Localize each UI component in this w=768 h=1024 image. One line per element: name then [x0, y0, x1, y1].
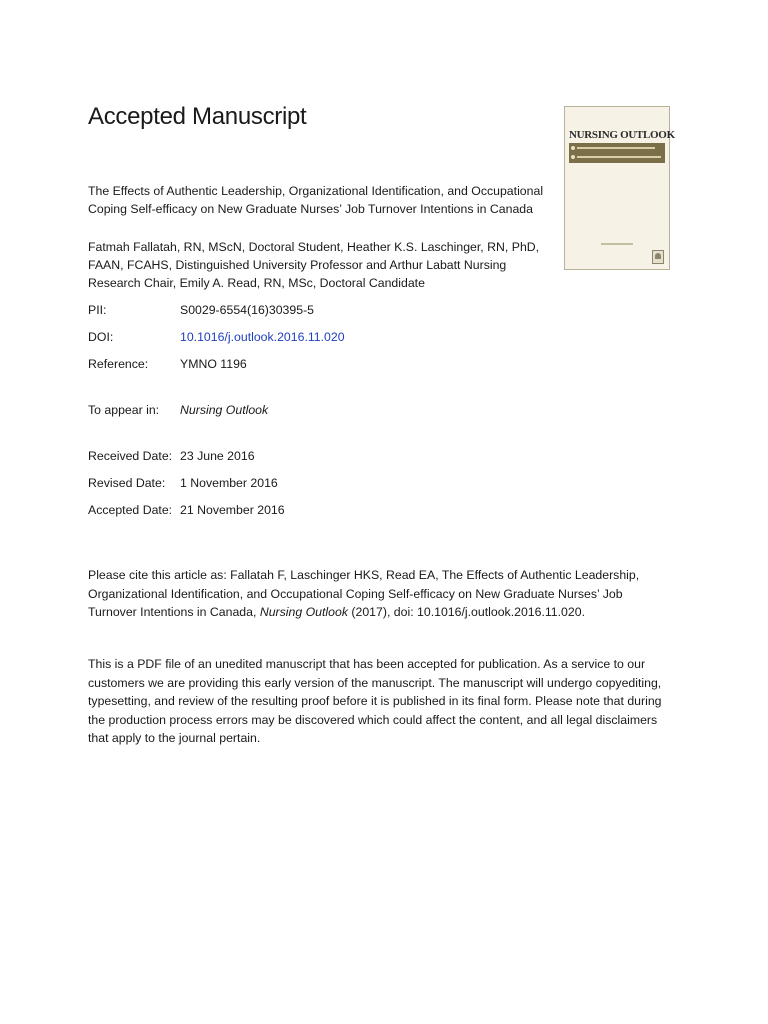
citation-journal: Nursing Outlook	[259, 605, 348, 619]
article-title: The Effects of Authentic Leadership, Organizational Identification, and Occupational Coping Self-efficacy on New Graduate Nurses’ Job Turnover Intentions in Canada	[88, 184, 544, 216]
pii-value: S0029-6554(16)30395-5	[180, 303, 315, 317]
cover-band-line	[577, 147, 655, 149]
meta-doi	[88, 329, 345, 345]
cover-band-line	[577, 156, 661, 158]
cover-url-line	[601, 243, 633, 245]
journal-cover-thumbnail	[564, 106, 675, 270]
page-heading: Accepted Manuscript	[88, 103, 307, 130]
meta-received	[88, 448, 255, 464]
accepted-date: 21 November 2016	[180, 503, 285, 517]
elsevier-logo-icon	[652, 250, 664, 264]
meta-appear	[88, 402, 269, 418]
received-date: 23 June 2016	[180, 449, 255, 463]
meta-label: Received Date:	[88, 449, 173, 463]
cover-dot	[571, 155, 575, 159]
meta-label: PII:	[88, 303, 107, 317]
doi-link[interactable]: 10.1016/j.outlook.2016.11.020	[180, 330, 345, 344]
cover-dot	[571, 146, 575, 150]
citation-suffix: (2017), doi: 10.1016/j.outlook.2016.11.020.	[347, 605, 585, 619]
meta-label: Accepted Date:	[88, 503, 173, 517]
reference-value: YMNO 1196	[180, 357, 247, 371]
revised-date: 1 November 2016	[180, 476, 278, 490]
citation-text	[88, 566, 668, 622]
disclaimer-text: This is a PDF file of an unedited manuscript that has been accepted for publication. As a service to our customers we are providing this early version of the manuscript. The manuscript will undergo copyediting, typesetting, and review of the resulting proof before it is published in its final form. Please note that during the production process errors may be discovered which could affect the content, and all legal disclaimers that apply to the journal pertain.	[88, 657, 662, 745]
citation-prefix: Please cite this article as: Fallatah F, Laschinger HKS, Read EA, The Effects of Authentic Leadership, Organizational Identification, and Occupational Coping Self-efficacy on New Graduate Nurses’ Job Turnover Intentions in Canada,	[88, 568, 640, 619]
meta-label: To appear in:	[88, 403, 160, 417]
cover-band	[569, 143, 665, 163]
meta-reference	[88, 356, 247, 372]
cover-journal-name: NURSING OUTLOOK	[569, 129, 675, 141]
meta-pii	[88, 302, 315, 318]
meta-label: DOI:	[88, 330, 114, 344]
author-list: Fatmah Fallatah, RN, MScN, Doctoral Student, Heather K.S. Laschinger, RN, PhD, FAAN, FCAHS, Distinguished University Professor and Arthur Labatt Nursing Research Chair, Emily A. Read, RN, MSc, Doctoral Candidate	[88, 240, 540, 290]
meta-label: Revised Date:	[88, 476, 166, 490]
meta-revised	[88, 475, 278, 491]
meta-label: Reference:	[88, 357, 149, 371]
meta-accepted	[88, 502, 285, 518]
journal-name: Nursing Outlook	[180, 403, 269, 417]
